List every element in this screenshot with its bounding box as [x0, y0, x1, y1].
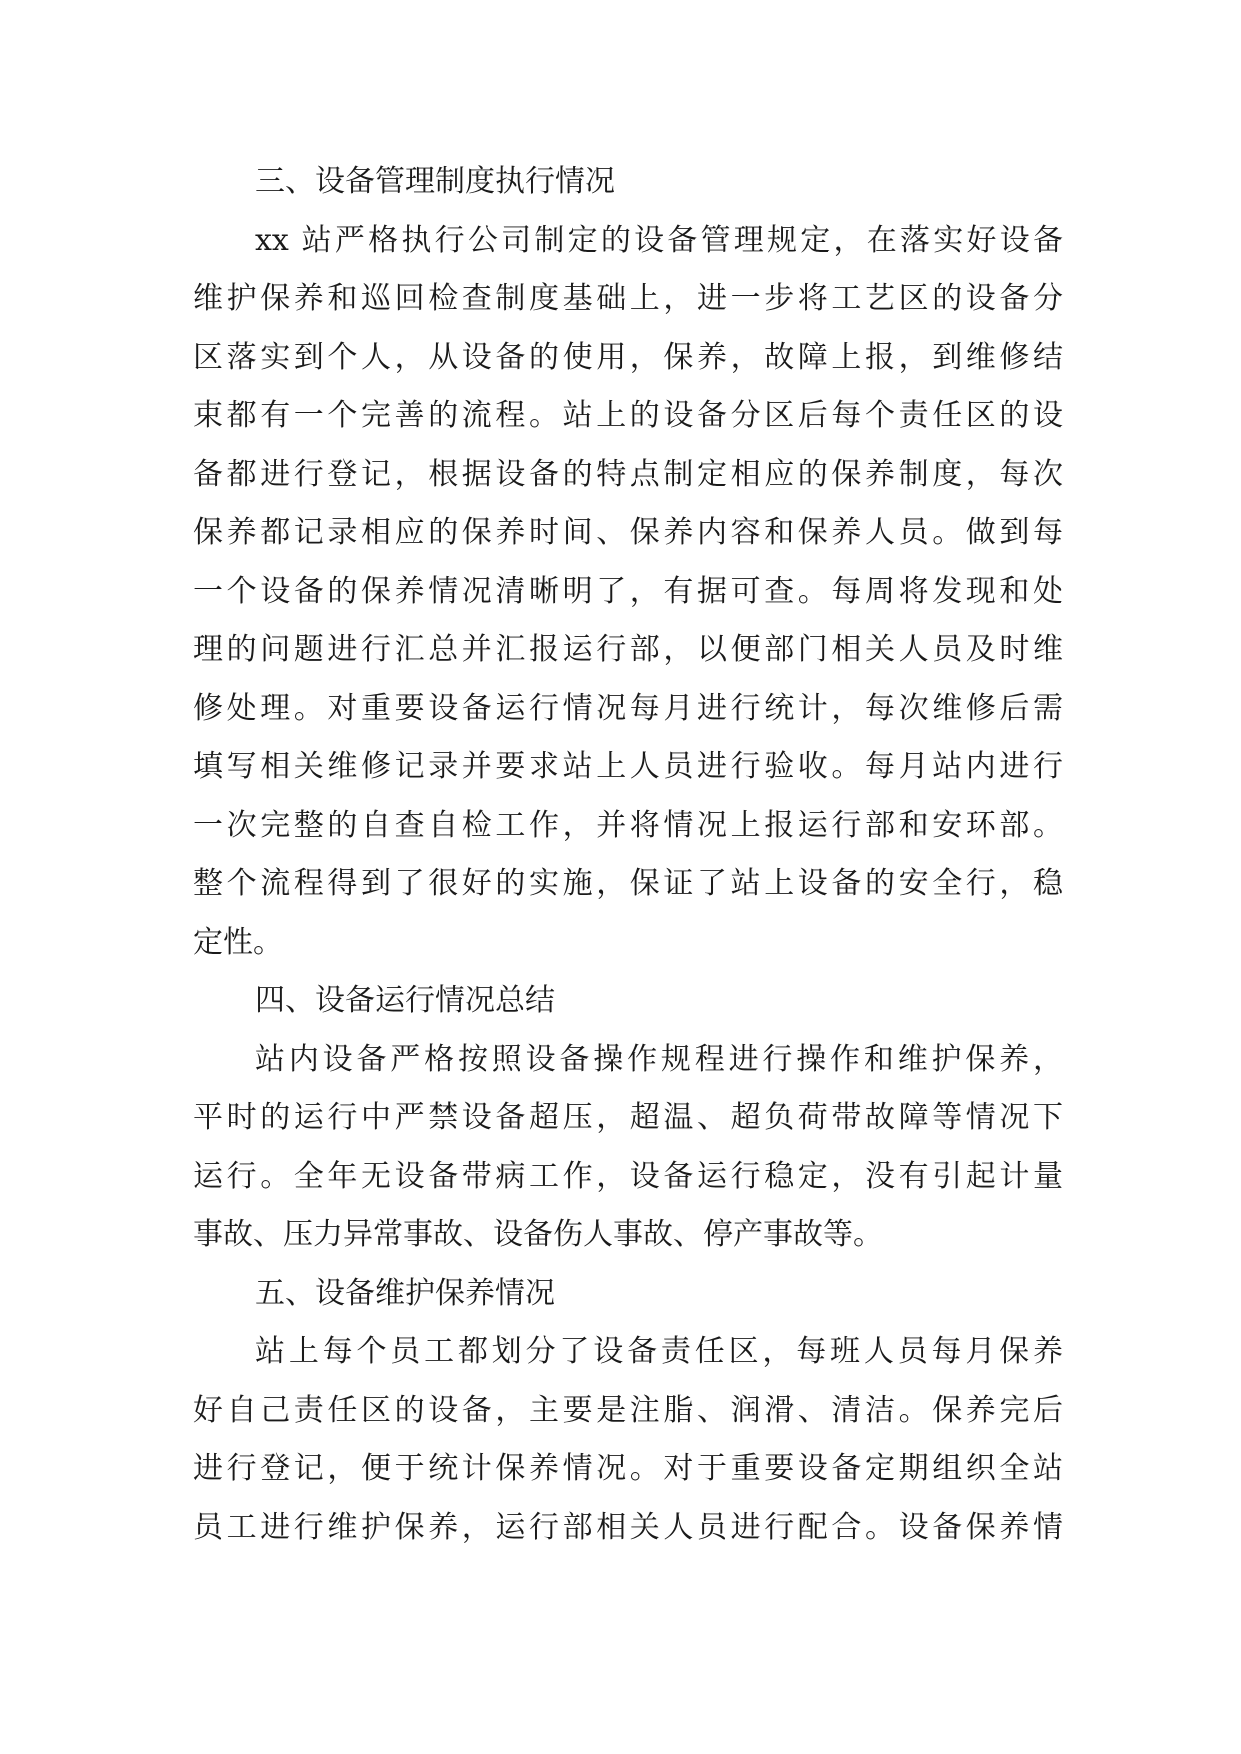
paragraph-line: 填写相关维修记录并要求站上人员进行验收。每月站内进行 [193, 749, 1063, 784]
paragraph-line: 运行。全年无设备带病工作，设备运行稳定，没有引起计量 [193, 1158, 1063, 1194]
paragraph-line: 区落实到个人，从设备的使用，保养，故障上报，到维修结 [193, 339, 1063, 375]
document-body [193, 153, 1063, 1557]
paragraph-line: 平时的运行中严禁设备超压，超温、超负荷带故障等情况下 [193, 1100, 1063, 1135]
paragraph-line: 员工进行维护保养，运行部相关人员进行配合。设备保养情 [193, 1509, 1063, 1545]
paragraph-line: 束都有一个完善的流程。站上的设备分区后每个责任区的设 [193, 398, 1063, 433]
section-heading-5: 五、设备维护保养情况 [255, 1275, 555, 1311]
paragraph-line: 修处理。对重要设备运行情况每月进行统计，每次维修后需 [193, 690, 1063, 726]
paragraph-line: 站上每个员工都划分了设备责任区，每班人员每月保养 [255, 1334, 1063, 1369]
paragraph-line: 整个流程得到了很好的实施，保证了站上设备的安全行，稳 [193, 866, 1063, 901]
paragraph-line: 理的问题进行汇总并汇报运行部，以便部门相关人员及时维 [193, 632, 1063, 667]
paragraph-line: 事故、压力异常事故、设备伤人事故、停产事故等。 [193, 1217, 883, 1252]
section-heading-4: 四、设备运行情况总结 [255, 983, 555, 1018]
paragraph-line: 好自己责任区的设备，主要是注脂、润滑、清洁。保养完后 [193, 1392, 1063, 1428]
paragraph-line: 进行登记，便于统计保养情况。对于重要设备定期组织全站 [193, 1451, 1063, 1486]
paragraph-line: 一次完整的自查自检工作，并将情况上报运行部和安环部。 [193, 807, 1063, 843]
paragraph-line: 维护保养和巡回检查制度基础上，进一步将工艺区的设备分 [193, 281, 1063, 316]
paragraph-line: 定性。 [193, 924, 283, 960]
paragraph-line: 站内设备严格按照设备操作规程进行操作和维护保养， [255, 1041, 1063, 1077]
paragraph-line: 保养都记录相应的保养时间、保养内容和保养人员。做到每 [193, 515, 1063, 550]
section-heading-3: 三、设备管理制度执行情况 [255, 164, 615, 199]
paragraph-line: xx 站严格执行公司制定的设备管理规定，在落实好设备 [255, 222, 1063, 258]
paragraph-line: 备都进行登记，根据设备的特点制定相应的保养制度，每次 [193, 456, 1063, 492]
paragraph-line: 一个设备的保养情况清晰明了，有据可查。每周将发现和处 [193, 573, 1063, 609]
